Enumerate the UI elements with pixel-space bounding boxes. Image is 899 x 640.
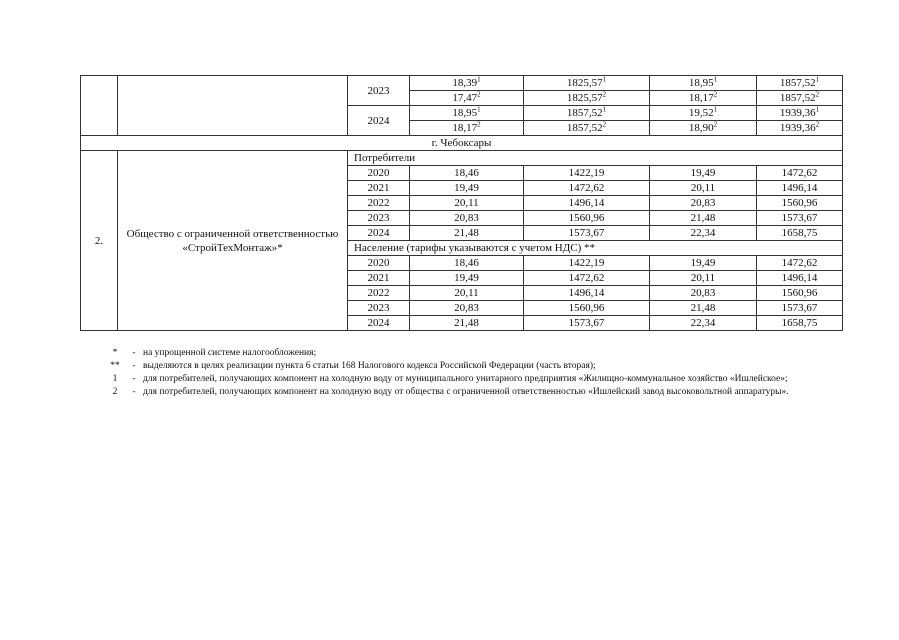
value-cell (650, 91, 757, 106)
tariff-table (80, 75, 843, 331)
value-text: 19,52 (688, 107, 714, 119)
footnote-ref: 1 (477, 105, 481, 114)
value-cell: 18,46 (410, 166, 524, 181)
table-body (81, 76, 843, 331)
value-cell: 1560,96 (524, 211, 650, 226)
footnote-mark: ** (110, 361, 120, 371)
footnote-ref: 1 (713, 105, 718, 114)
value-text: 18,95 (688, 77, 714, 89)
value-cell (524, 76, 650, 91)
year-cell: 2023 (348, 211, 410, 226)
value-cell: 22,34 (650, 316, 757, 331)
footnote-ref: 2 (713, 120, 718, 129)
group-title: Население (тарифы указываются с учетом НДС) ** (348, 241, 843, 256)
year-cell: 2024 (348, 106, 410, 136)
value-text: 1939,36 (779, 122, 816, 134)
value-cell: 1472,62 (524, 271, 650, 286)
value-cell: 18,46 (410, 256, 524, 271)
value-cell: 1472,62 (524, 181, 650, 196)
value-cell: 20,83 (410, 301, 524, 316)
value-cell: 19,49 (650, 166, 757, 181)
value-cell: 1496,14 (757, 181, 843, 196)
year-cell: 2024 (348, 316, 410, 331)
value-cell: 1573,67 (757, 301, 843, 316)
footnote-mark: 2 (112, 387, 118, 397)
value-cell: 1573,67 (757, 211, 843, 226)
value-cell: 19,49 (410, 271, 524, 286)
year-cell: 2020 (348, 166, 410, 181)
value-cell (650, 76, 757, 91)
value-cell (757, 106, 843, 121)
footnote (105, 347, 835, 360)
footnote-dash: - (132, 374, 136, 384)
empty-cell (81, 76, 118, 136)
footnotes (105, 347, 835, 399)
footnote-ref: 1 (815, 105, 820, 114)
footnote-ref: 2 (477, 90, 481, 99)
value-text: 1939,36 (779, 107, 816, 119)
year-cell: 2021 (348, 271, 410, 286)
value-text: 1857,52 (779, 77, 816, 89)
value-cell: 20,83 (650, 286, 757, 301)
footnote-text: для потребителей, получающих компонент на холодную воду от муниципального унитарного предприятия «Жилищно-коммунальное хозяйство «Ишлейское»; (143, 374, 788, 384)
year-cell: 2023 (348, 76, 410, 106)
value-cell: 1560,96 (757, 196, 843, 211)
value-text: 1857,52 (566, 122, 603, 134)
group-title-row (81, 151, 843, 166)
value-text: 17,47 (452, 92, 478, 104)
value-text: 18,17 (688, 92, 714, 104)
value-cell (650, 121, 757, 136)
year-cell: 2022 (348, 286, 410, 301)
footnote-ref: 1 (602, 75, 607, 84)
row-number: 2. (81, 151, 118, 331)
value-cell (757, 91, 843, 106)
value-cell: 20,11 (650, 271, 757, 286)
footnote-ref: 1 (477, 75, 481, 84)
value-cell: 20,83 (650, 196, 757, 211)
empty-cell (118, 76, 348, 136)
footnote-ref: 2 (815, 90, 820, 99)
value-cell: 21,48 (410, 226, 524, 241)
footnote-dash: - (132, 348, 136, 358)
value-cell: 20,83 (410, 211, 524, 226)
footnote-ref: 1 (713, 75, 718, 84)
value-text: 18,90 (688, 122, 714, 134)
value-cell (757, 121, 843, 136)
value-cell: 22,34 (650, 226, 757, 241)
footnote-ref: 1 (815, 75, 820, 84)
value-text: 1825,57 (566, 77, 603, 89)
value-cell (410, 76, 524, 91)
value-cell: 19,49 (650, 256, 757, 271)
footnote-ref: 2 (477, 120, 481, 129)
value-cell: 21,48 (650, 301, 757, 316)
value-cell: 1560,96 (524, 301, 650, 316)
year-cell: 2024 (348, 226, 410, 241)
value-text: 18,39 (452, 77, 478, 89)
value-cell: 21,48 (410, 316, 524, 331)
value-cell: 1472,62 (757, 256, 843, 271)
year-cell: 2021 (348, 181, 410, 196)
value-cell: 1573,67 (524, 226, 650, 241)
footnote-dash: - (132, 361, 136, 371)
value-cell: 20,11 (410, 286, 524, 301)
value-cell: 1496,14 (524, 196, 650, 211)
footnote-text: для потребителей, получающих компонент на холодную воду от общества с ограниченной ответственностью «Ишлейский завод высоковольтной аппаратуры». (143, 387, 789, 397)
value-cell: 1573,67 (524, 316, 650, 331)
footnote-ref: 2 (713, 90, 718, 99)
value-cell: 1422,19 (524, 256, 650, 271)
value-cell: 1658,75 (757, 316, 843, 331)
value-cell: 1658,75 (757, 226, 843, 241)
year-cell: 2023 (348, 301, 410, 316)
value-cell (524, 106, 650, 121)
group-title: Потребители (348, 151, 843, 166)
footnote (105, 360, 835, 373)
city-row (81, 136, 843, 151)
city-name: г. Чебоксары (81, 136, 843, 151)
value-text: 18,95 (452, 107, 478, 119)
footnote-ref: 2 (815, 120, 820, 129)
value-cell: 1496,14 (524, 286, 650, 301)
year-cell: 2022 (348, 196, 410, 211)
footnote-text: выделяются в целях реализации пункта 6 статьи 168 Налогового кодекса Российской Федерации (часть вторая); (143, 361, 596, 371)
footnote-ref: 2 (602, 90, 607, 99)
value-cell (524, 91, 650, 106)
value-cell: 1472,62 (757, 166, 843, 181)
value-cell (757, 76, 843, 91)
footnote (105, 386, 835, 399)
organization-name: Общество с ограниченной ответственностью «СтройТехМонтаж»* (118, 151, 348, 331)
footnote-ref: 1 (602, 105, 607, 114)
footnote-mark: * (112, 348, 118, 358)
value-cell (650, 106, 757, 121)
value-cell: 20,11 (410, 196, 524, 211)
table-row (81, 76, 843, 91)
value-text: 1825,57 (566, 92, 603, 104)
value-cell (410, 91, 524, 106)
value-cell: 19,49 (410, 181, 524, 196)
value-cell (410, 121, 524, 136)
value-cell: 1560,96 (757, 286, 843, 301)
value-cell: 21,48 (650, 211, 757, 226)
footnote (105, 373, 835, 386)
value-cell (410, 106, 524, 121)
value-cell: 20,11 (650, 181, 757, 196)
value-cell: 1496,14 (757, 271, 843, 286)
value-text: 18,17 (452, 122, 478, 134)
footnote-mark: 1 (112, 374, 118, 384)
value-cell (524, 121, 650, 136)
value-text: 1857,52 (779, 92, 816, 104)
value-text: 1857,52 (566, 107, 603, 119)
footnote-ref: 2 (602, 120, 607, 129)
year-cell: 2020 (348, 256, 410, 271)
footnote-dash: - (132, 387, 136, 397)
footnote-text: на упрощенной системе налогообложения; (143, 348, 317, 358)
value-cell: 1422,19 (524, 166, 650, 181)
